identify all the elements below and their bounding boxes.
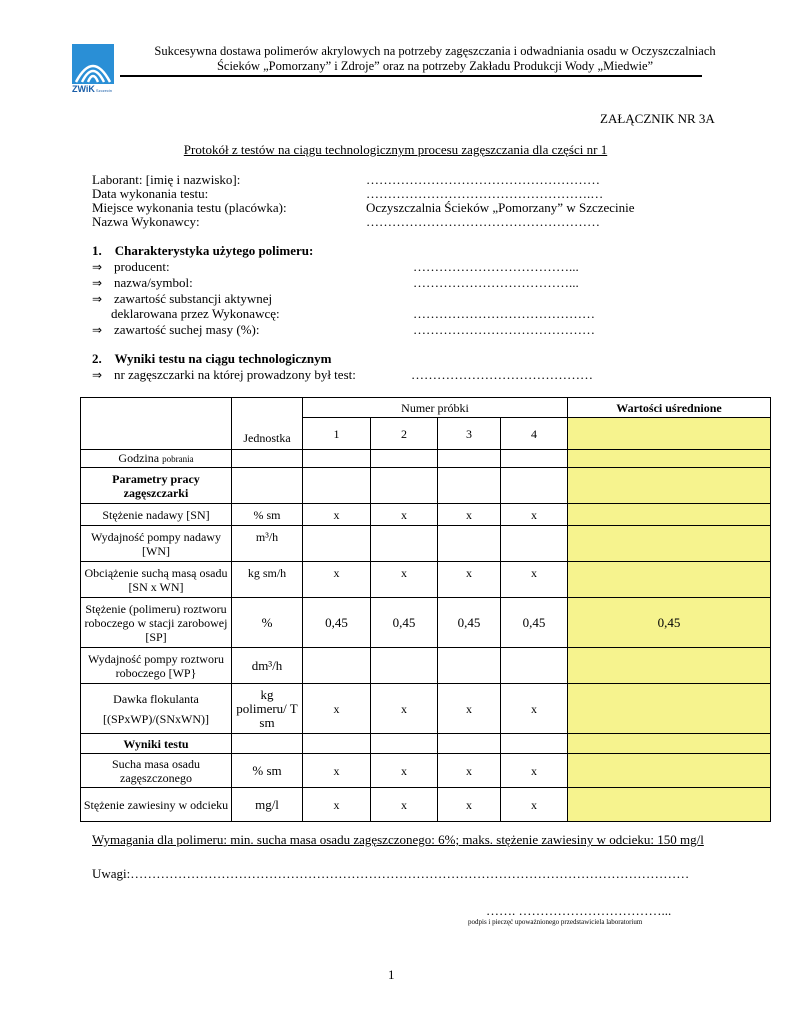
row-label-godzina: Godzina pobrania — [81, 450, 232, 468]
row-label: Wydajność pompy nadawy [WN] — [81, 526, 232, 562]
row-unit: dm³/h — [232, 648, 303, 684]
average-cell — [568, 504, 771, 526]
row-unit: % sm — [232, 504, 303, 526]
row-value: x — [303, 754, 371, 788]
table-row — [81, 754, 771, 788]
params-section-header: Parametry pracy zagęszczarki — [81, 468, 232, 504]
row-value: x — [371, 684, 438, 734]
table-row — [81, 788, 771, 822]
average-cell — [568, 684, 771, 734]
polymer-item-active-line2: deklarowana przez Wykonawcę: — [111, 306, 280, 321]
row-value — [438, 526, 501, 562]
row-value: x — [303, 684, 371, 734]
table-row — [81, 648, 771, 684]
signature-caption: podpis i pieczęć upoważnionego przedstawiciela laboratorium — [468, 918, 643, 926]
row-label: Dawka flokulanta [(SPxWP)/(SNxWN)] — [81, 684, 232, 734]
row-label: Stężenie zawiesiny w odcieku — [81, 788, 232, 822]
row-value: x — [501, 788, 568, 822]
average-cell — [568, 468, 771, 504]
polymer-value-active: …………………………………… — [413, 306, 595, 321]
row-value: x — [438, 684, 501, 734]
unit-header: Jednostka — [232, 398, 303, 450]
arrow-icon: ⇒ — [92, 368, 103, 382]
sample-number-3: 3 — [438, 418, 501, 450]
row-label: Stężenie (polimeru) roztworu roboczego w stacji zarobowej [SP] — [81, 598, 232, 648]
sample-number-2: 2 — [371, 418, 438, 450]
row-value — [303, 648, 371, 684]
polymer-item-producer: ⇒ producent: — [92, 259, 170, 274]
row-label: Stężenie nadawy [SN] — [81, 504, 232, 526]
polymer-value-drymass: …………………………………… — [413, 322, 595, 337]
table-row — [81, 504, 771, 526]
row-value: 0,45 — [303, 598, 371, 648]
thickener-number-item: ⇒ nr zagęszczarki na której prowadzony był test: — [92, 367, 356, 382]
average-cell: 0,45 — [568, 598, 771, 648]
row-value: x — [371, 788, 438, 822]
row-value — [303, 526, 371, 562]
table-corner-cell — [81, 398, 232, 450]
document-header — [120, 44, 750, 74]
results-section-header: Wyniki testu — [81, 734, 232, 754]
info-label-date: Data wykonania testu: — [92, 186, 209, 201]
row-unit: % — [232, 598, 303, 648]
row-unit: mg/l — [232, 788, 303, 822]
polymer-item-active: ⇒ zawartość substancji aktywnej — [92, 291, 273, 306]
company-logo — [72, 44, 116, 98]
sample-number-header: Numer próbki — [303, 398, 568, 418]
table-row — [81, 598, 771, 648]
row-value: 0,45 — [501, 598, 568, 648]
average-cell — [568, 754, 771, 788]
header-rule — [120, 75, 702, 77]
row-value: x — [501, 754, 568, 788]
polymer-value-name: ………………………………... — [413, 275, 579, 290]
info-label-contractor: Nazwa Wykonawcy: — [92, 214, 200, 229]
table-row — [81, 450, 771, 468]
average-cell — [568, 648, 771, 684]
arrow-icon: ⇒ — [92, 323, 103, 337]
row-value: x — [371, 504, 438, 526]
average-header: Wartości uśrednione — [568, 398, 771, 418]
row-value — [371, 648, 438, 684]
row-value: x — [371, 562, 438, 598]
sample-number-1: 1 — [303, 418, 371, 450]
polymer-value-producer: ………………………………... — [413, 259, 579, 274]
row-value: x — [438, 504, 501, 526]
row-label: Sucha masa osadu zagęszczonego — [81, 754, 232, 788]
logo-text: ZWiK — [72, 84, 95, 94]
section-1-heading: 1. Charakterystyka użytego polimeru: — [92, 243, 314, 258]
row-value: x — [438, 754, 501, 788]
row-value: x — [501, 684, 568, 734]
row-value: x — [438, 562, 501, 598]
table-row — [81, 468, 771, 504]
test-results-table — [80, 397, 771, 822]
average-cell — [568, 418, 771, 450]
row-label: Wydajność pompy roztworu roboczego [WP} — [81, 648, 232, 684]
page-number: 1 — [388, 967, 395, 982]
row-value: x — [303, 788, 371, 822]
protocol-title: Protokół z testów na ciągu technologicznym procesu zagęszczania dla części nr 1 — [183, 142, 608, 157]
attachment-label: ZAŁĄCZNIK NR 3A — [600, 111, 715, 126]
logo-subtext: Szczecin — [95, 88, 112, 93]
average-cell — [568, 526, 771, 562]
row-unit: kg sm/h — [232, 562, 303, 598]
arrow-icon: ⇒ — [92, 292, 103, 306]
thickener-number-value: …………………………………… — [411, 367, 593, 382]
polymer-requirements: Wymagania dla polimeru: min. sucha masa osadu zagęszczonego: 6%; maks. stężenie zawiesiny w odcieku: 150 mg/l — [92, 832, 704, 847]
arrow-icon: ⇒ — [92, 260, 103, 274]
row-value — [438, 648, 501, 684]
row-value: x — [371, 754, 438, 788]
signature-line: ……. ……………………………... — [486, 903, 672, 918]
header-line-2: Ścieków „Pomorzany” i Zdroje” oraz na potrzeby Zakładu Produkcji Wody „Miedwie” — [216, 59, 654, 73]
info-label-place: Miejsce wykonania testu (placówka): — [92, 200, 287, 215]
row-value: x — [501, 504, 568, 526]
average-cell — [568, 734, 771, 754]
row-value: x — [438, 788, 501, 822]
header-line-1: Sukcesywna dostawa polimerów akrylowych na potrzeby zagęszczania i odwadniania osadu w Oczyszczalniach — [154, 44, 716, 58]
row-label-pobrania: pobrania — [162, 454, 194, 464]
info-label-laborant: Laborant: [imię i nazwisko]: — [92, 172, 241, 187]
info-value-date: …………………………………………….… — [366, 186, 604, 201]
arrow-icon: ⇒ — [92, 276, 103, 290]
average-cell — [568, 788, 771, 822]
polymer-item-drymass: ⇒ zawartość suchej masy (%): — [92, 322, 260, 337]
row-unit: m³/h — [232, 526, 303, 562]
info-value-laborant: ……………………………………………… — [366, 172, 600, 187]
table-row — [81, 562, 771, 598]
table-row — [81, 684, 771, 734]
row-unit: % sm — [232, 754, 303, 788]
row-value: 0,45 — [438, 598, 501, 648]
row-value — [371, 526, 438, 562]
section-2-heading: 2. Wyniki testu na ciągu technologicznym — [92, 351, 332, 366]
table-row — [81, 734, 771, 754]
remarks-line: Uwagi:………………………………………………………………………………………………………………… — [92, 866, 690, 881]
row-value: x — [303, 562, 371, 598]
row-value — [501, 648, 568, 684]
row-value: x — [501, 562, 568, 598]
polymer-item-name: ⇒ nazwa/symbol: — [92, 275, 193, 290]
row-value: x — [303, 504, 371, 526]
row-label: Obciążenie suchą masą osadu [SN x WN] — [81, 562, 232, 598]
row-value — [501, 526, 568, 562]
info-value-contractor: ……………………………………………… — [366, 214, 600, 229]
sample-number-4: 4 — [501, 418, 568, 450]
row-unit: kg polimeru/ T sm — [232, 684, 303, 734]
average-cell — [568, 562, 771, 598]
info-value-place: Oczyszczalnia Ścieków „Pomorzany” w Szczecinie — [366, 200, 635, 215]
table-row — [81, 526, 771, 562]
row-value: 0,45 — [371, 598, 438, 648]
average-cell — [568, 450, 771, 468]
